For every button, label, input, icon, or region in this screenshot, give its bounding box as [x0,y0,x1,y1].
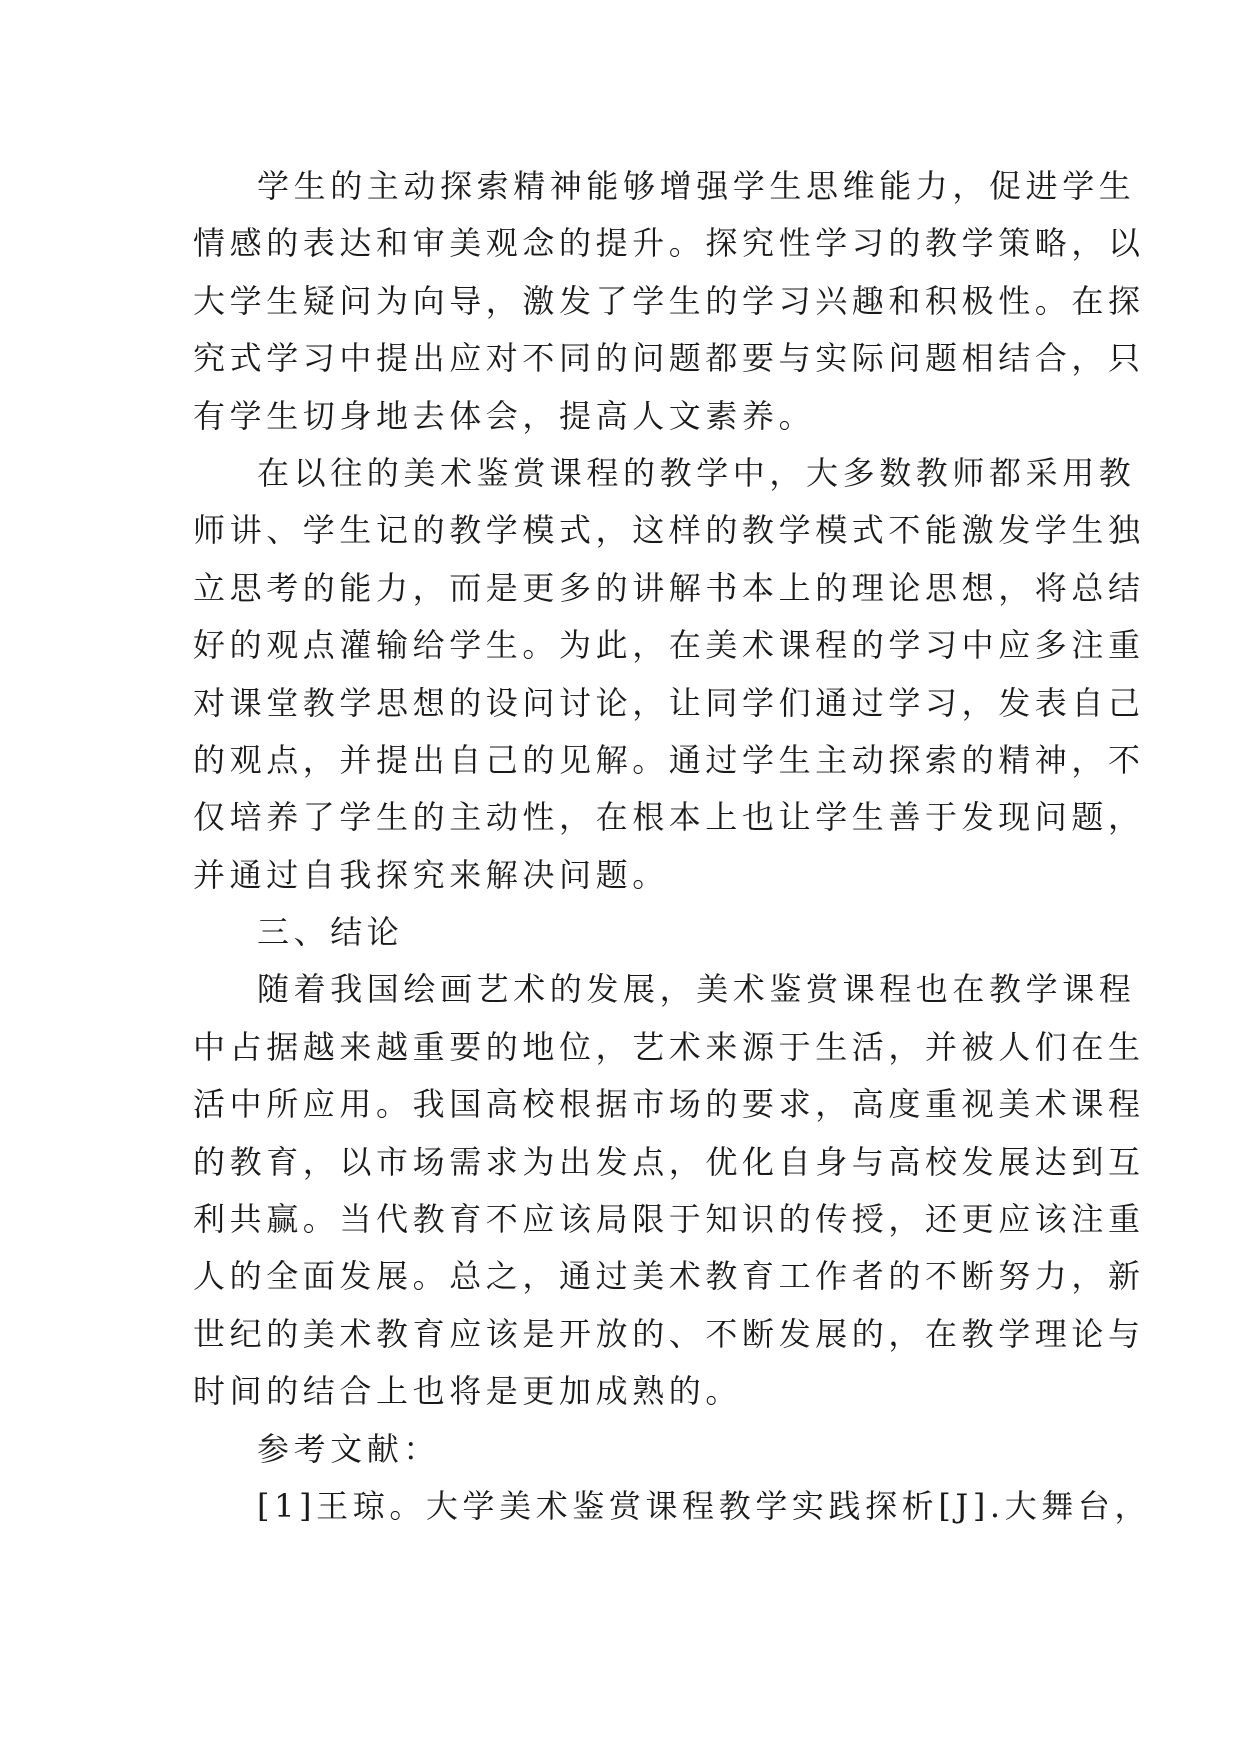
text-line: 并通过自我探究来解决问题。 [193,855,669,894]
text-line: 好的观点灌输给学生。为此，在美术课程的学习中应多注重 [193,626,1145,665]
text-line: 利共赢。当代教育不应该局限于知识的传授，还更应该注重 [193,1200,1145,1239]
text-line: 有学生切身地去体会，提高人文素养。 [193,396,816,435]
reference-item: [1]王琼。大学美术鉴赏课程教学实践探析[J].大舞台， [257,1486,1152,1525]
text-line: 师讲、学生记的教学模式，这样的教学模式不能激发学生独 [193,511,1145,550]
text-line: 的教育，以市场需求为出发点，优化自身与高校发展达到互 [193,1142,1145,1181]
text-line: 情感的表达和审美观念的提升。探究性学习的教学策略，以 [193,224,1145,263]
text-line: 在以往的美术鉴赏课程的教学中，大多数教师都采用教 [257,453,1136,492]
text-line: 学生的主动探索精神能够增强学生思维能力，促进学生 [257,167,1136,205]
text-line: 大学生疑问为向导，激发了学生的学习兴趣和积极性。在探 [193,281,1145,320]
text-line: 的观点，并提出自己的见解。通过学生主动探索的精神，不 [193,740,1145,779]
text-line: 究式学习中提出应对不同的问题都要与实际问题相结合，只 [193,339,1145,378]
text-line: 世纪的美术教育应该是开放的、不断发展的，在教学理论与 [193,1314,1145,1353]
body-text [193,158,1152,1535]
text-line: 立思考的能力，而是更多的讲解书本上的理论思想，将总结 [193,568,1145,607]
section-heading: 三、结论 [257,913,404,952]
references-heading: 参考文献： [257,1429,441,1468]
text-line: 人的全面发展。总之，通过美术教育工作者的不断努力，新 [193,1257,1145,1296]
text-line: 随着我国绘画艺术的发展，美术鉴赏课程也在教学课程 [257,970,1136,1009]
text-line: 时间的结合上也将是更加成熟的。 [193,1372,743,1411]
text-line: 仅培养了学生的主动性，在根本上也让学生善于发现问题， [193,798,1145,837]
text-line: 中占据越来越重要的地位，艺术来源于生活，并被人们在生 [193,1027,1145,1066]
text-line: 活中所应用。我国高校根据市场的要求，高度重视美术课程 [193,1085,1145,1124]
text-line: 对课堂教学思想的设问讨论，让同学们通过学习，发表自己 [193,683,1145,722]
